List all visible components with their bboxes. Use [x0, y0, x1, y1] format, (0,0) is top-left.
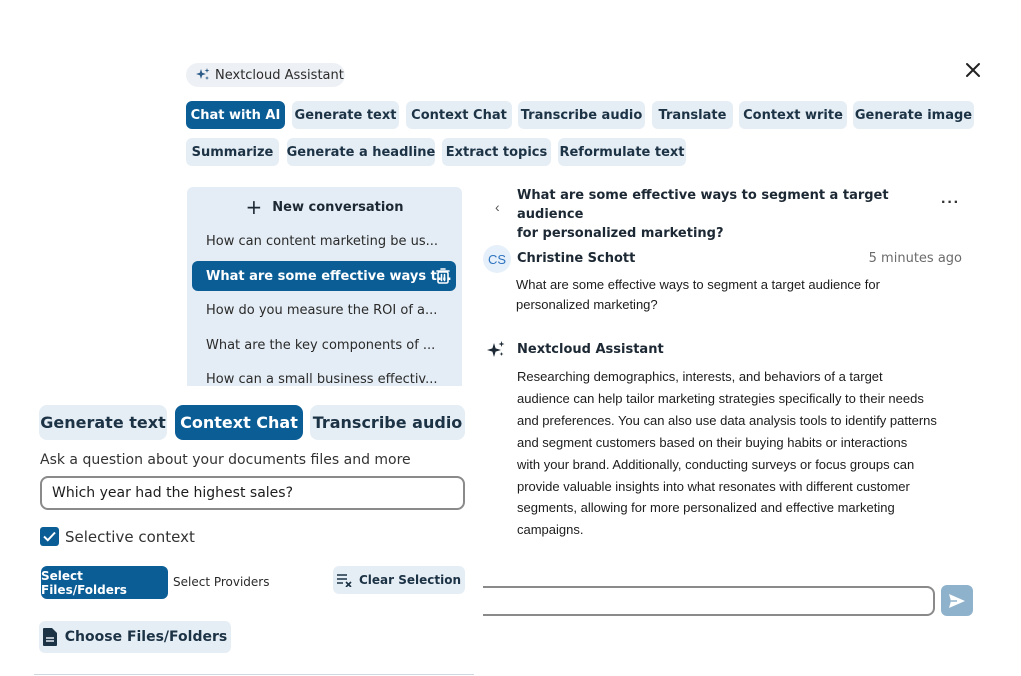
divider — [34, 674, 474, 675]
conversation-item[interactable] — [192, 364, 456, 386]
conversation-label: What are some effective ways t... — [206, 268, 452, 284]
clear-selection-label: Clear Selection — [358, 573, 462, 587]
plus-icon: + — [245, 195, 263, 219]
message-line: campaigns. — [517, 522, 584, 538]
tab-extract-topics[interactable]: Extract topics — [442, 138, 551, 166]
user-message-text — [516, 275, 880, 315]
select-providers-link[interactable]: Select Providers — [173, 575, 270, 589]
conversation-item[interactable] — [192, 226, 456, 256]
send-icon — [949, 594, 965, 608]
tab-generate-image[interactable]: Generate image — [853, 101, 974, 129]
assistant-message-text — [517, 366, 937, 541]
tab-generate-text[interactable]: Generate text — [292, 101, 399, 129]
question-label: Ask a question about your documents files and more — [40, 452, 411, 468]
choose-files-button[interactable] — [39, 621, 231, 653]
tab-chat-with-ai[interactable]: Chat with AI — [186, 101, 285, 129]
chat-message-input[interactable] — [483, 586, 935, 616]
chat-title-line: for personalized marketing? — [517, 226, 724, 241]
document-icon — [43, 628, 57, 646]
tab-context-write[interactable]: Context write — [739, 101, 847, 129]
more-options-icon[interactable]: ··· — [941, 194, 960, 211]
sparkle-icon — [196, 68, 210, 82]
assistant-badge — [186, 63, 345, 87]
trash-icon[interactable] — [436, 268, 450, 284]
message-line: audience can help tailor marketing strategies specifically to their needs — [517, 390, 924, 406]
conversation-label: What are the key components of ... — [206, 337, 436, 353]
question-input[interactable]: Which year had the highest sales? — [40, 476, 465, 510]
conversation-sidebar — [187, 187, 462, 386]
choose-files-label: Choose Files/Folders — [64, 629, 228, 645]
tab-transcribe-audio[interactable]: Transcribe audio — [518, 101, 645, 129]
conversation-item[interactable] — [192, 295, 456, 325]
conversation-item[interactable] — [192, 330, 456, 360]
message-line: Researching demographics, interests, and behaviors of a target — [517, 369, 883, 384]
chat-title — [517, 186, 917, 243]
tab-generate-headline[interactable]: Generate a headline — [287, 138, 435, 166]
message-timestamp: 5 minutes ago — [868, 251, 962, 266]
checkmark-icon — [43, 531, 56, 542]
message-line: and preferences. You can also use data analysis tools to identify patterns — [517, 412, 937, 428]
assistant-sparkle-icon — [487, 341, 505, 359]
conversation-label: How can content marketing be us... — [206, 233, 439, 249]
clear-selection-button[interactable] — [333, 566, 465, 594]
message-line: personalized marketing? — [516, 297, 658, 312]
chat-title-line: What are some effective ways to segment a target audience — [517, 188, 889, 222]
selective-context-checkbox[interactable] — [40, 527, 59, 546]
message-line: provide valuable insights into what resonates with different customer — [517, 478, 910, 494]
new-conversation-label: New conversation — [272, 199, 404, 215]
overlay-tab-context-chat[interactable]: Context Chat — [175, 405, 303, 440]
send-button[interactable] — [941, 585, 973, 616]
tab-summarize[interactable]: Summarize — [186, 138, 279, 166]
conversation-item-active[interactable] — [192, 261, 456, 291]
tab-context-chat[interactable]: Context Chat — [406, 101, 512, 129]
message-line: segments, allowing for more personalized and effective marketing — [517, 500, 895, 516]
conversation-label: How can a small business effectiv... — [206, 371, 438, 386]
conversation-label: How do you measure the ROI of a... — [206, 302, 438, 318]
message-line: with your brand. Additionally, conducting surveys or focus groups can — [517, 456, 915, 472]
clear-list-icon — [337, 573, 353, 587]
overlay-tab-transcribe-audio[interactable]: Transcribe audio — [310, 405, 465, 440]
assistant-author: Nextcloud Assistant — [517, 342, 664, 357]
back-chevron-icon[interactable]: ‹ — [495, 199, 500, 215]
message-line: What are some effective ways to segment a target audience for — [516, 277, 880, 292]
tab-translate[interactable]: Translate — [652, 101, 733, 129]
message-line: and segment customers based on their buying habits or interactions — [517, 434, 908, 450]
message-author: Christine Schott — [517, 251, 636, 266]
close-icon[interactable] — [963, 60, 983, 80]
select-files-button[interactable]: Select Files/Folders — [41, 566, 168, 599]
overlay-tab-generate-text[interactable]: Generate text — [39, 405, 167, 440]
avatar: CS — [483, 245, 511, 273]
assistant-badge-label: Nextcloud Assistant — [215, 67, 344, 83]
new-conversation-button[interactable] — [187, 195, 462, 219]
selective-context-label: Selective context — [65, 528, 195, 546]
tab-reformulate-text[interactable]: Reformulate text — [558, 138, 686, 166]
